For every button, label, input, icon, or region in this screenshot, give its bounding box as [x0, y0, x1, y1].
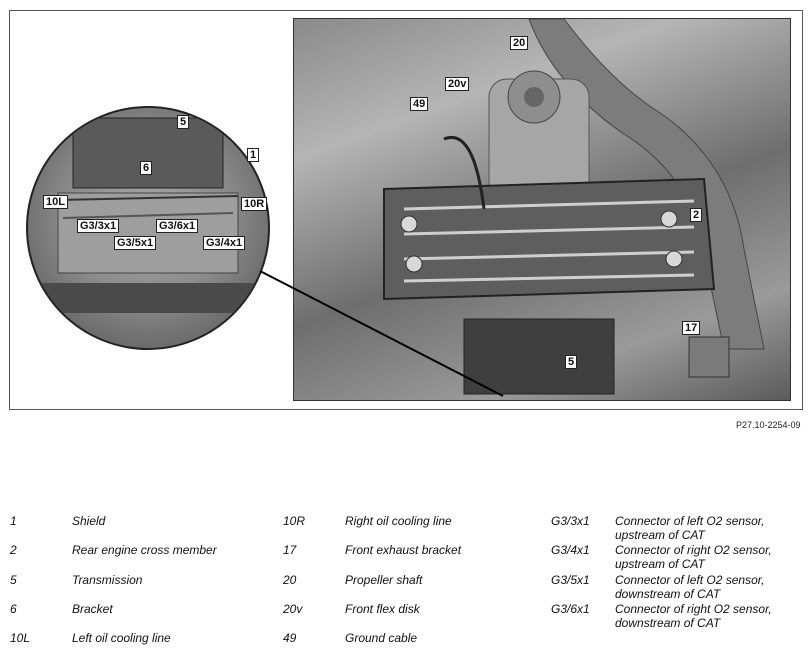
callout-1: 1: [247, 148, 259, 162]
figure-reference: P27.10-2254-09: [736, 420, 801, 430]
legend-text: Rear engine cross member: [72, 543, 217, 557]
main-photo: [293, 18, 791, 401]
legend-key: G3/6x1: [551, 602, 590, 616]
callout-20: 20: [510, 36, 528, 50]
legend-text: Transmission: [72, 573, 143, 587]
callout-49: 49: [410, 97, 428, 111]
legend-text: Connector of right O2 sensor,: [615, 543, 772, 557]
legend-text: Front exhaust bracket: [345, 543, 462, 557]
detail-inset: [26, 106, 270, 350]
legend-text: Right oil cooling line: [345, 514, 452, 528]
legend-key: G3/5x1: [551, 573, 590, 587]
figure-frame: [9, 10, 803, 410]
legend-key: 17: [283, 543, 297, 557]
legend-text: Ground cable: [345, 631, 418, 645]
legend-key: 49: [283, 631, 297, 645]
legend-text: Connector of right O2 sensor,: [615, 602, 772, 616]
callout-10L: 10L: [43, 195, 68, 209]
callout-17: 17: [682, 321, 700, 335]
legend-text: Left oil cooling line: [72, 631, 171, 645]
legend-key: 1: [10, 514, 17, 528]
legend-text: downstream of CAT: [615, 587, 721, 601]
callout-5-main: 5: [565, 355, 577, 369]
detail-inset-drawing: [28, 108, 268, 348]
legend-key: 20: [283, 573, 297, 587]
main-photo-drawing: [294, 19, 790, 400]
legend: [0, 512, 812, 653]
callout-G3-6x1: G3/6x1: [156, 219, 198, 233]
legend-key: 6: [10, 602, 17, 616]
callout-G3-3x1: G3/3x1: [77, 219, 119, 233]
callout-10R: 10R: [241, 197, 267, 211]
legend-key: 10L: [10, 631, 31, 645]
callout-2: 2: [690, 208, 702, 222]
legend-text: Connector of left O2 sensor,: [615, 514, 765, 528]
legend-key: 10R: [283, 514, 306, 528]
callout-20v: 20v: [445, 77, 469, 91]
legend-key: G3/3x1: [551, 514, 590, 528]
legend-key: 5: [10, 573, 17, 587]
callout-5-inset: 5: [177, 115, 189, 129]
legend-key: G3/4x1: [551, 543, 590, 557]
callout-G3-4x1: G3/4x1: [203, 236, 245, 250]
callout-6: 6: [140, 161, 152, 175]
legend-text: Connector of left O2 sensor,: [615, 573, 765, 587]
legend-key: 2: [10, 543, 17, 557]
legend-text: Shield: [72, 514, 106, 528]
legend-text: upstream of CAT: [615, 557, 705, 571]
legend-text: downstream of CAT: [615, 616, 721, 630]
legend-key: 20v: [283, 602, 303, 616]
legend-text: Propeller shaft: [345, 573, 423, 587]
legend-text: upstream of CAT: [615, 528, 705, 542]
callout-G3-5x1: G3/5x1: [114, 236, 156, 250]
legend-text: Bracket: [72, 602, 113, 616]
legend-text: Front flex disk: [345, 602, 420, 616]
